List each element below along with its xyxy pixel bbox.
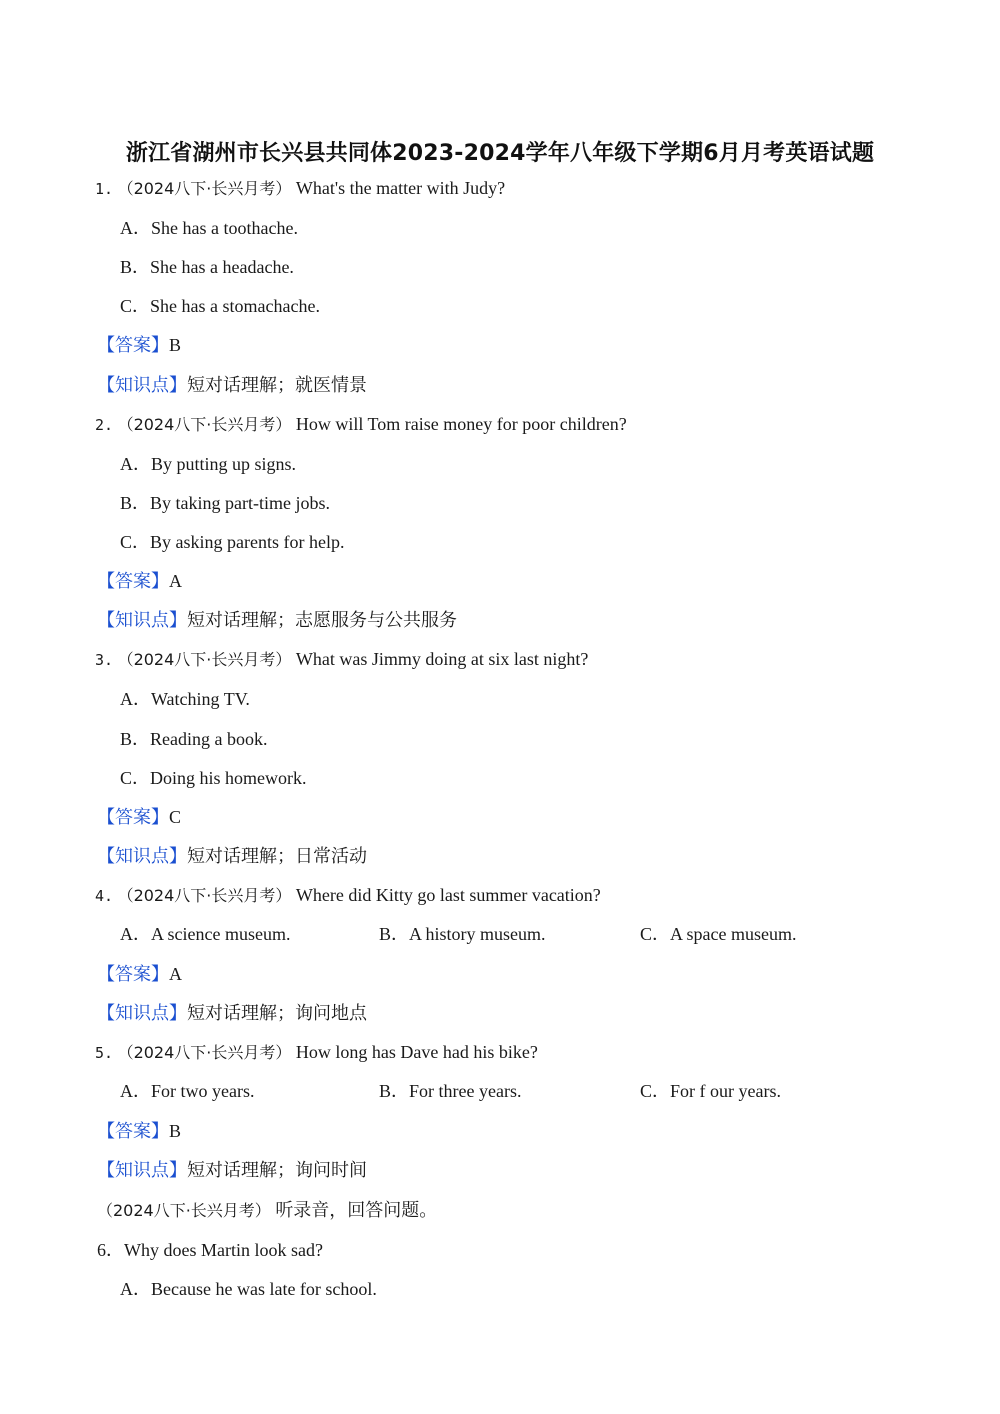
answer-tag: 【答案】 [97,571,169,591]
question-source: （2024八下·长兴月考） [117,1043,292,1062]
question-1 [95,176,505,201]
knowledge-line [97,844,367,868]
question-number: 2. [95,416,114,434]
knowledge-line [97,608,457,632]
question-text: How will Tom raise money for poor children? [295,414,627,434]
section-source: （2024八下·长兴月考） [97,1201,271,1220]
question-source: （2024八下·长兴月考） [117,179,292,198]
question-number: 3. [95,651,114,669]
answer-tag: 【答案】 [97,964,169,984]
option-a: A．Watching TV. [120,689,250,709]
answer-value: B [169,335,182,355]
option-a: A．She has a toothache. [120,218,298,238]
option-b: B．A history museum. [379,924,546,944]
answer-tag: 【答案】 [97,1121,169,1141]
section-text: 听录音，回答问题。 [275,1200,438,1220]
section-instruction [97,1198,437,1223]
option-a: A．Because he was late for school. [120,1279,377,1299]
option-c: C．For f our years. [640,1081,781,1101]
question-source: （2024八下·长兴月考） [117,650,292,669]
option-b: B．By taking part-time jobs. [120,493,330,513]
question-2 [95,412,627,437]
knowledge-value: 短对话理解；志愿服务与公共服务 [187,610,457,630]
question-6-text: 6．Why does Martin look sad? [97,1240,323,1260]
answer-line [97,333,181,357]
option-b: B．Reading a book. [120,729,268,749]
answer-tag: 【答案】 [97,335,169,355]
option-a: A．For two years. [120,1081,255,1101]
knowledge-tag: 【知识点】 [97,1003,187,1023]
answer-value: B [169,1121,182,1141]
knowledge-tag: 【知识点】 [97,610,187,630]
knowledge-tag: 【知识点】 [97,846,187,866]
question-5 [95,1040,538,1065]
option-b: B．For three years. [379,1081,522,1101]
option-c: C．Doing his homework. [120,768,307,788]
knowledge-tag: 【知识点】 [97,375,187,395]
question-4 [95,883,601,908]
answer-value: A [169,571,182,591]
question-text: What's the matter with Judy? [295,178,506,198]
knowledge-value: 短对话理解；询问地点 [187,1003,367,1023]
question-number: 1. [95,180,114,198]
question-number: 5. [95,1044,114,1062]
answer-line [97,805,181,829]
knowledge-line [97,1001,367,1025]
answer-line [97,962,182,986]
knowledge-tag: 【知识点】 [97,1160,187,1180]
answer-value: C [169,807,182,827]
page-title: 浙江省湖州市长兴县共同体2023-2024学年八年级下学期6月月考英语试题 [125,141,875,166]
answer-line [97,1119,181,1143]
question-number: 4. [95,887,114,905]
knowledge-line [97,373,367,397]
knowledge-line [97,1158,367,1182]
knowledge-value: 短对话理解；询问时间 [187,1160,367,1180]
question-source: （2024八下·长兴月考） [117,415,292,434]
option-c: C．A space museum. [640,924,797,944]
knowledge-value: 短对话理解；就医情景 [187,375,367,395]
option-c: C．By asking parents for help. [120,532,345,552]
option-c: C．She has a stomachache. [120,296,320,316]
answer-line [97,569,182,593]
knowledge-value: 短对话理解；日常活动 [187,846,367,866]
answer-value: A [169,964,182,984]
option-a: A．By putting up signs. [120,454,297,474]
question-text: Where did Kitty go last summer vacation? [295,885,601,905]
option-b: B．She has a headache. [120,257,294,277]
question-text: What was Jimmy doing at six last night? [295,649,589,669]
question-text: How long has Dave had his bike? [295,1042,538,1062]
option-a: A．A science museum. [120,924,291,944]
question-3 [95,647,588,672]
question-source: （2024八下·长兴月考） [117,886,292,905]
answer-tag: 【答案】 [97,807,169,827]
